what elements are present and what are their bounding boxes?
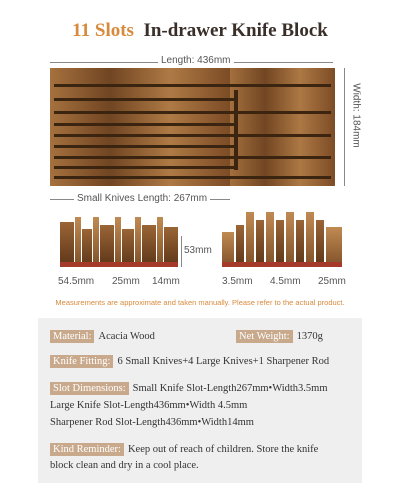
side-width-3: 25mm [318,276,346,287]
width-label: Width: 184mm [350,83,362,148]
weight-row [236,330,323,343]
weight-tag: Net Weight: [236,330,293,343]
measurement-note: Measurements are approximate and taken manually. Please refer to the actual product. [55,298,345,307]
reminder-tag: Kind Reminder: [50,443,124,456]
width-dimension-line [344,68,345,186]
small-length-label: Small Knives Length: 267mm [74,193,210,204]
title-rest: In-drawer Knife Block [143,20,328,41]
reminder-line-1: Keep out of reach of children. Store the knife [127,444,319,455]
front-width-3: 14mm [152,276,180,287]
fitting-tag: Knife Fitting: [50,355,113,368]
length-label: Length: 436mm [158,55,234,66]
slot-tag: Slot Dimensions: [50,382,129,395]
reminder-line-2: block clean and dry in a cool place. [50,460,199,471]
weight-value: 1370g [296,331,323,342]
slot-row [50,382,328,395]
side-view-photo [222,210,342,267]
side-width-2: 4.5mm [270,276,301,287]
slot-line-2: Large Knife Slot-Length436mm•Width 4.5mm [50,400,248,411]
slot-line-3: Sharpener Rod Slot-Length436mm•Width14mm [50,417,254,428]
fitting-value: 6 Small Knives+4 Large Knives+1 Sharpener Rod [117,356,330,367]
title-highlight: 11 Slots [72,20,134,41]
front-width-2: 25mm [112,276,140,287]
fitting-row [50,355,329,368]
slot-line-1: Small Knife Slot-Length267mm•Width3.5mm [132,383,328,394]
height-dimension-line [181,236,182,267]
side-width-1: 3.5mm [222,276,253,287]
knife-block-top-view [50,68,335,186]
reminder-row [50,443,318,456]
front-width-1: 54.5mm [58,276,95,287]
height-label: 53mm [184,245,212,256]
material-row [50,330,155,343]
material-tag: Material: [50,330,94,343]
material-value: Acacia Wood [98,331,155,342]
page-title [0,20,400,42]
front-view-photo [60,212,178,267]
